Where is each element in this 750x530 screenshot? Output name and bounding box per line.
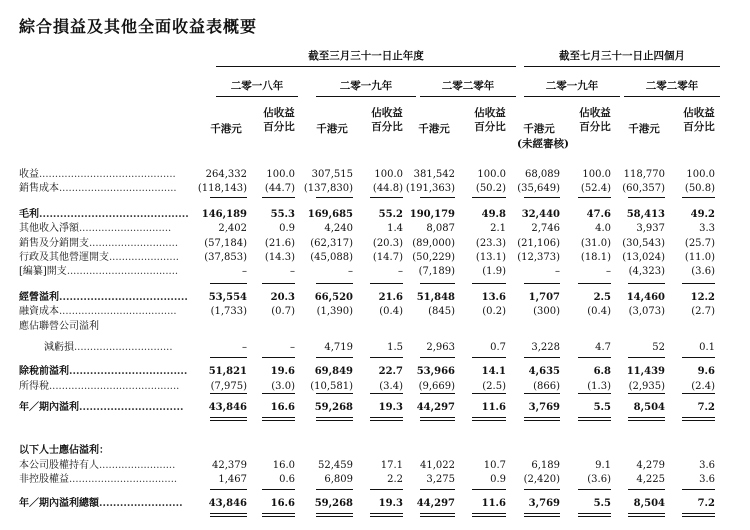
subtotal-rule <box>578 197 611 198</box>
percent-cell: 5.5 <box>593 498 611 509</box>
percent-cell: 55.2 <box>378 209 403 220</box>
pct-of-revenue-col-header: 佔收益 <box>474 107 506 119</box>
table-row <box>0 341 750 355</box>
amount-cell: (21,106) <box>517 238 560 249</box>
percent-cell: – <box>398 266 403 277</box>
row-label: 年／期內溢利.............................. <box>19 402 184 413</box>
subtotal-rule <box>682 357 715 358</box>
percent-cell: (3.0) <box>271 381 295 392</box>
subtotal-rule <box>682 393 715 394</box>
total-double-rule <box>578 513 611 517</box>
percent-cell: (25.7) <box>684 238 715 249</box>
row-label: 毛利........................................... <box>19 209 189 220</box>
amount-cell: (118,143) <box>197 183 247 194</box>
amount-cell: (89,000) <box>412 238 455 249</box>
row-label: 其他收入淨額............................. <box>19 223 172 234</box>
table-row <box>0 497 750 511</box>
percent-cell: (20.3) <box>372 238 403 249</box>
percent-cell: 1.5 <box>387 342 403 353</box>
amount-cell: 44,297 <box>416 402 455 413</box>
percent-cell: (1.9) <box>482 266 506 277</box>
row-label: 收益........................................... <box>19 169 176 180</box>
amount-cell: 4,279 <box>636 460 665 471</box>
total-double-rule <box>316 513 353 517</box>
year-header: 二零一八年 <box>230 80 284 92</box>
subtotal-rule <box>316 283 353 284</box>
pct-of-revenue-col-header: 佔收益 <box>263 107 295 119</box>
percent-cell: 100.0 <box>374 169 403 180</box>
amount-cell: (2,935) <box>628 381 665 392</box>
percent-cell: (23.3) <box>475 238 506 249</box>
amount-cell: 42,379 <box>212 460 247 471</box>
amount-cell: (62,317) <box>310 238 353 249</box>
amount-cell: 1,467 <box>218 474 247 485</box>
unaudited-note: (未經審核) <box>517 138 569 150</box>
subtotal-rule <box>628 283 665 284</box>
total-double-rule <box>420 513 455 517</box>
subtotal-rule <box>628 489 665 490</box>
percent-cell: 10.7 <box>483 460 506 471</box>
amount-cell: 41,022 <box>420 460 455 471</box>
amount-cell: (57,184) <box>204 238 247 249</box>
hk-dollar-col-header: 千港元 <box>418 123 450 135</box>
subtotal-rule <box>524 283 560 284</box>
subtotal-rule <box>420 489 455 490</box>
year-rule <box>420 96 516 97</box>
amount-cell: 69,849 <box>314 366 353 377</box>
subtotal-rule <box>524 357 560 358</box>
table-row <box>0 320 750 334</box>
percent-cell: 11.6 <box>481 498 506 509</box>
amount-cell: – <box>348 266 353 277</box>
percent-cell: 0.6 <box>279 474 295 485</box>
percent-cell: (3.4) <box>379 381 403 392</box>
percent-cell: 7.2 <box>697 498 715 509</box>
subtotal-rule <box>578 393 611 394</box>
subtotal-rule <box>578 283 611 284</box>
total-double-rule <box>210 513 247 517</box>
subtotal-rule <box>682 283 715 284</box>
amount-cell: 52,459 <box>318 460 353 471</box>
annual-period-header: 截至三月三十一日止年度 <box>308 50 424 62</box>
percent-cell: 100.0 <box>477 169 506 180</box>
percent-cell: (44.8) <box>372 183 403 194</box>
subtotal-rule <box>262 357 295 358</box>
row-label: 行政及其他營運開支...................... <box>19 252 179 263</box>
percent-cell: 0.7 <box>490 342 506 353</box>
percent-cell: (2.4) <box>691 381 715 392</box>
amount-cell: – <box>555 266 560 277</box>
amount-cell: 190,179 <box>409 209 455 220</box>
total-double-rule <box>682 513 715 517</box>
table-row <box>0 222 750 236</box>
percent-cell: 100.0 <box>686 169 715 180</box>
amount-cell: 58,413 <box>626 209 665 220</box>
year-rule <box>216 96 298 97</box>
amount-cell: (45,088) <box>310 252 353 263</box>
subtotal-rule <box>524 489 560 490</box>
percent-cell: – <box>290 266 295 277</box>
subtotal-rule <box>316 357 353 358</box>
percent-cell: 21.6 <box>378 292 403 303</box>
percent-cell: 0.1 <box>699 342 715 353</box>
subtotal-rule <box>370 197 403 198</box>
pct-of-revenue-col-header: 佔收益 <box>579 107 611 119</box>
total-double-rule <box>316 417 353 421</box>
subtotal-rule <box>628 393 665 394</box>
year-header: 二零一九年 <box>545 80 599 92</box>
percent-cell: 22.7 <box>378 366 403 377</box>
percent-cell: (11.0) <box>684 252 715 263</box>
subtotal-rule <box>524 197 560 198</box>
amount-cell: 59,268 <box>314 402 353 413</box>
subtotal-rule <box>370 393 403 394</box>
subtotal-rule <box>420 393 455 394</box>
total-double-rule <box>262 513 295 517</box>
amount-cell: 8,087 <box>426 223 455 234</box>
percent-cell: 3.6 <box>699 474 715 485</box>
percent-cell: 19.3 <box>378 498 403 509</box>
total-double-rule <box>472 417 506 421</box>
subtotal-rule <box>682 197 715 198</box>
percent-cell: 16.6 <box>270 402 295 413</box>
subtotal-rule <box>262 393 295 394</box>
subtotal-rule <box>472 197 506 198</box>
subtotal-rule <box>524 393 560 394</box>
amount-cell: – <box>242 266 247 277</box>
amount-cell: 3,769 <box>528 402 560 413</box>
percent-cell: (2.7) <box>691 306 715 317</box>
amount-cell: (7,189) <box>418 266 455 277</box>
amount-cell: 51,848 <box>416 292 455 303</box>
amount-cell: (1,390) <box>316 306 353 317</box>
percent-cell: (3.6) <box>587 474 611 485</box>
amount-cell: (845) <box>428 306 455 317</box>
amount-cell: 118,770 <box>623 169 665 180</box>
table-row <box>0 291 750 305</box>
year-rule <box>316 96 416 97</box>
hk-dollar-col-header: 千港元 <box>210 123 242 135</box>
table-row <box>0 365 750 379</box>
amount-cell: 2,963 <box>426 342 455 353</box>
year-rule <box>624 96 720 97</box>
amount-cell: (1,733) <box>210 306 247 317</box>
percent-cell: 2.2 <box>387 474 403 485</box>
amount-cell: 44,297 <box>416 498 455 509</box>
subtotal-rule <box>472 283 506 284</box>
amount-cell: 3,937 <box>636 223 665 234</box>
subtotal-rule <box>420 357 455 358</box>
subtotal-rule <box>628 197 665 198</box>
percent-cell: 4.0 <box>595 223 611 234</box>
total-double-rule <box>524 417 560 421</box>
row-label: 應佔聯營公司溢利 <box>19 321 99 332</box>
amount-cell: 66,520 <box>314 292 353 303</box>
amount-cell: (300) <box>533 306 560 317</box>
year-rule <box>524 96 620 97</box>
subtotal-rule <box>210 393 247 394</box>
percent-cell: – <box>606 266 611 277</box>
amount-cell: 4,635 <box>528 366 560 377</box>
year-header: 二零二零年 <box>645 80 699 92</box>
amount-cell: 1,707 <box>528 292 560 303</box>
subtotal-rule <box>578 357 611 358</box>
pct-of-revenue-col-header: 百分比 <box>683 121 715 133</box>
amount-cell: 146,189 <box>201 209 247 220</box>
row-label: [編纂]開支................................... <box>19 266 179 277</box>
subtotal-rule <box>370 489 403 490</box>
pct-of-revenue-col-header: 百分比 <box>263 121 295 133</box>
total-double-rule <box>628 417 665 421</box>
amount-cell: 2,402 <box>218 223 247 234</box>
amount-cell: (7,975) <box>210 381 247 392</box>
pct-of-revenue-col-header: 佔收益 <box>371 107 403 119</box>
percent-cell: 0.9 <box>279 223 295 234</box>
percent-cell: 7.2 <box>697 402 715 413</box>
subtotal-rule <box>370 283 403 284</box>
amount-cell: (191,363) <box>405 183 455 194</box>
row-label: 銷售及分銷開支............................ <box>19 238 179 249</box>
amount-cell: (50,229) <box>412 252 455 263</box>
amount-cell: (866) <box>533 381 560 392</box>
percent-cell: (3.6) <box>691 266 715 277</box>
amount-cell: 43,846 <box>208 498 247 509</box>
percent-cell: 49.8 <box>481 209 506 220</box>
total-double-rule <box>472 513 506 517</box>
amount-cell: 381,542 <box>413 169 455 180</box>
amount-cell: – <box>242 342 247 353</box>
subtotal-rule <box>316 489 353 490</box>
row-label: 年／期內溢利總額........................ <box>19 498 183 509</box>
subtotal-rule <box>472 393 506 394</box>
annual-header-rule <box>216 66 516 67</box>
row-label: 本公司股權持有人........................ <box>19 460 176 471</box>
amount-cell: 307,515 <box>311 169 353 180</box>
percent-cell: 9.6 <box>697 366 715 377</box>
table-row <box>0 182 750 196</box>
amount-cell: 3,769 <box>528 498 560 509</box>
percent-cell: (2.5) <box>482 381 506 392</box>
hk-dollar-col-header: 千港元 <box>523 123 555 135</box>
subtotal-rule <box>316 197 353 198</box>
pct-of-revenue-col-header: 百分比 <box>371 121 403 133</box>
attributable-section-label: 以下人士應佔溢利： <box>19 445 109 456</box>
percent-cell: 16.6 <box>270 498 295 509</box>
amount-cell: 8,504 <box>633 498 665 509</box>
percent-cell: 100.0 <box>582 169 611 180</box>
total-double-rule <box>370 513 403 517</box>
percent-cell: 19.3 <box>378 402 403 413</box>
percent-cell: (0.2) <box>482 306 506 317</box>
subtotal-rule <box>262 197 295 198</box>
subtotal-rule <box>420 197 455 198</box>
percent-cell: 0.9 <box>490 474 506 485</box>
year-header: 二零二零年 <box>441 80 495 92</box>
subtotal-rule <box>472 489 506 490</box>
table-row <box>0 237 750 251</box>
total-double-rule <box>370 417 403 421</box>
amount-cell: 14,460 <box>626 292 665 303</box>
amount-cell: 6,809 <box>324 474 353 485</box>
percent-cell: 16.0 <box>272 460 295 471</box>
percent-cell: 13.6 <box>481 292 506 303</box>
four-month-header-rule <box>524 66 720 67</box>
percent-cell: (50.2) <box>475 183 506 194</box>
amount-cell: (13,024) <box>622 252 665 263</box>
amount-cell: 3,228 <box>531 342 560 353</box>
percent-cell: (50.8) <box>684 183 715 194</box>
percent-cell: 47.6 <box>586 209 611 220</box>
amount-cell: 8,504 <box>633 402 665 413</box>
row-label: 減虧損............................... <box>44 342 173 353</box>
percent-cell: – <box>290 342 295 353</box>
total-double-rule <box>210 417 247 421</box>
percent-cell: (14.7) <box>372 252 403 263</box>
percent-cell: 20.3 <box>270 292 295 303</box>
percent-cell: (0.4) <box>379 306 403 317</box>
percent-cell: (0.4) <box>587 306 611 317</box>
pct-of-revenue-col-header: 百分比 <box>474 121 506 133</box>
row-label: 非控股權益.................................. <box>19 474 178 485</box>
amount-cell: 43,846 <box>208 402 247 413</box>
amount-cell: (4,323) <box>628 266 665 277</box>
subtotal-rule <box>316 393 353 394</box>
amount-cell: (12,373) <box>517 252 560 263</box>
table-row <box>0 168 750 182</box>
amount-cell: (37,853) <box>204 252 247 263</box>
percent-cell: 6.8 <box>593 366 611 377</box>
subtotal-rule <box>210 197 247 198</box>
amount-cell: 51,821 <box>208 366 247 377</box>
subtotal-rule <box>262 283 295 284</box>
percent-cell: 9.1 <box>595 460 611 471</box>
percent-cell: (14.3) <box>264 252 295 263</box>
amount-cell: 53,554 <box>208 292 247 303</box>
percent-cell: 100.0 <box>266 169 295 180</box>
percent-cell: (44.7) <box>264 183 295 194</box>
subtotal-rule <box>682 489 715 490</box>
amount-cell: (10,581) <box>310 381 353 392</box>
percent-cell: 1.4 <box>387 223 403 234</box>
total-double-rule <box>420 417 455 421</box>
amount-cell: 6,189 <box>531 460 560 471</box>
amount-cell: (137,830) <box>303 183 353 194</box>
percent-cell: 11.6 <box>481 402 506 413</box>
percent-cell: 14.1 <box>481 366 506 377</box>
amount-cell: (35,649) <box>517 183 560 194</box>
subtotal-rule <box>210 283 247 284</box>
percent-cell: 2.1 <box>490 223 506 234</box>
row-label: 銷售成本..................................... <box>19 183 177 194</box>
amount-cell: (30,543) <box>622 238 665 249</box>
percent-cell: 4.7 <box>595 342 611 353</box>
four-month-period-header: 截至七月三十一日止四個月 <box>559 50 685 62</box>
table-row <box>0 473 750 487</box>
row-label: 除稅前溢利.................................. <box>19 366 188 377</box>
page-title: 綜合損益及其他全面收益表概要 <box>19 17 258 36</box>
subtotal-rule <box>420 283 455 284</box>
hk-dollar-col-header: 千港元 <box>316 123 348 135</box>
amount-cell: 11,439 <box>626 366 665 377</box>
subtotal-rule <box>578 489 611 490</box>
amount-cell: 53,966 <box>416 366 455 377</box>
percent-cell: (52.4) <box>580 183 611 194</box>
amount-cell: 4,240 <box>324 223 353 234</box>
row-label: 所得稅......................................... <box>19 381 180 392</box>
percent-cell: 19.6 <box>270 366 295 377</box>
subtotal-rule <box>262 489 295 490</box>
table-row <box>0 401 750 415</box>
total-double-rule <box>628 513 665 517</box>
table-row <box>0 265 750 279</box>
amount-cell: 68,089 <box>525 169 560 180</box>
table-row <box>0 305 750 319</box>
subtotal-rule <box>628 357 665 358</box>
total-double-rule <box>262 417 295 421</box>
percent-cell: (18.1) <box>580 252 611 263</box>
percent-cell: 49.2 <box>690 209 715 220</box>
year-header: 二零一九年 <box>339 80 393 92</box>
subtotal-rule <box>472 357 506 358</box>
table-row <box>0 208 750 222</box>
percent-cell: 17.1 <box>380 460 403 471</box>
percent-cell: (31.0) <box>580 238 611 249</box>
percent-cell: (1.3) <box>587 381 611 392</box>
percent-cell: 2.5 <box>593 292 611 303</box>
row-label: 融資成本..................................... <box>19 306 177 317</box>
amount-cell: 3,275 <box>426 474 455 485</box>
amount-cell: 2,746 <box>531 223 560 234</box>
row-label: 經營溢利..................................... <box>19 292 188 303</box>
table-row <box>0 459 750 473</box>
subtotal-rule <box>370 357 403 358</box>
amount-cell: (60,357) <box>622 183 665 194</box>
amount-cell: (3,073) <box>628 306 665 317</box>
percent-cell: 3.6 <box>699 460 715 471</box>
table-row <box>0 380 750 394</box>
amount-cell: 4,719 <box>324 342 353 353</box>
amount-cell: 52 <box>652 342 665 353</box>
table-row <box>0 251 750 265</box>
percent-cell: 3.3 <box>699 223 715 234</box>
pct-of-revenue-col-header: 佔收益 <box>683 107 715 119</box>
amount-cell: 4,225 <box>636 474 665 485</box>
total-double-rule <box>578 417 611 421</box>
subtotal-rule <box>210 489 247 490</box>
percent-cell: (13.1) <box>475 252 506 263</box>
subtotal-rule <box>210 357 247 358</box>
total-double-rule <box>524 513 560 517</box>
amount-cell: 169,685 <box>307 209 353 220</box>
percent-cell: (21.6) <box>264 238 295 249</box>
percent-cell: 5.5 <box>593 402 611 413</box>
percent-cell: 55.3 <box>270 209 295 220</box>
total-double-rule <box>682 417 715 421</box>
pct-of-revenue-col-header: 百分比 <box>579 121 611 133</box>
hk-dollar-col-header: 千港元 <box>628 123 660 135</box>
amount-cell: 264,332 <box>205 169 247 180</box>
percent-cell: (0.7) <box>271 306 295 317</box>
percent-cell: 12.2 <box>690 292 715 303</box>
amount-cell: (9,669) <box>418 381 455 392</box>
amount-cell: 59,268 <box>314 498 353 509</box>
amount-cell: 32,440 <box>521 209 560 220</box>
amount-cell: (2,420) <box>523 474 560 485</box>
